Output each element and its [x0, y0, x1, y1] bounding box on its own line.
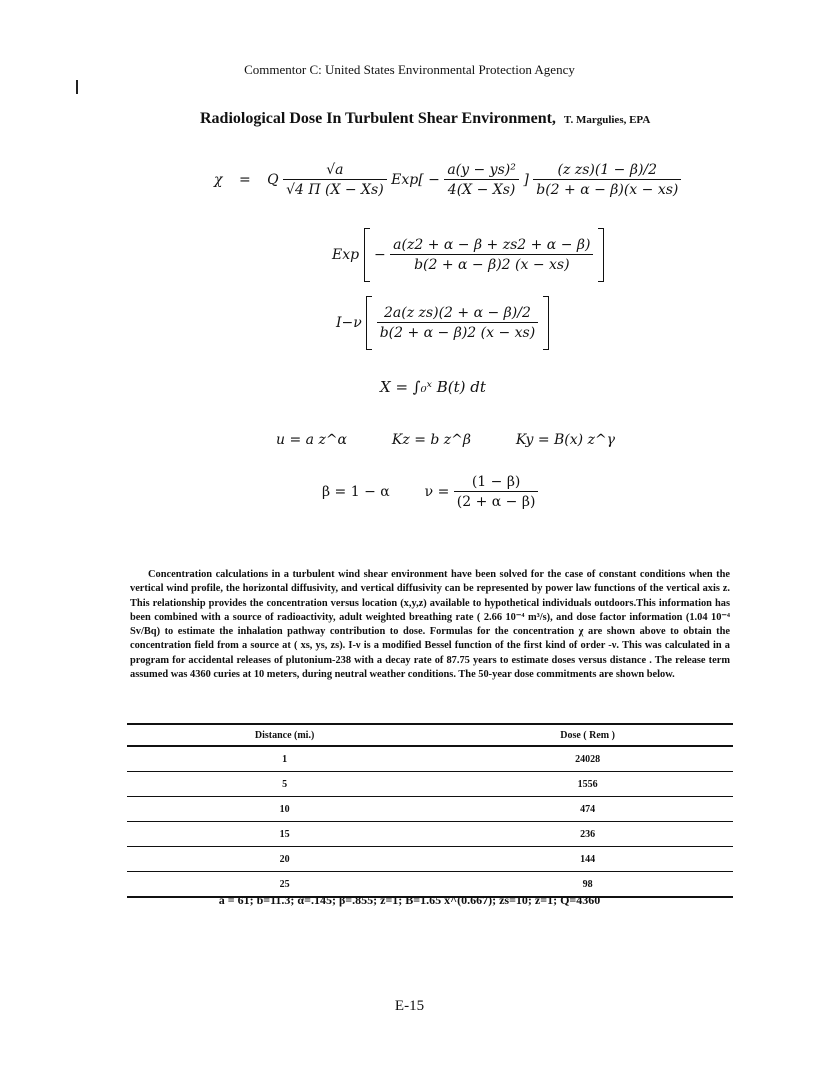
eq6-den: (2 + α − β): [456, 494, 536, 510]
eq3-num: 2a(z zs)(2 + α − β)/2: [377, 305, 539, 323]
scan-mark: [76, 80, 78, 94]
eq1-frac2: [444, 162, 519, 198]
eq3-i: I−ν: [336, 315, 362, 331]
equation-power-laws: [276, 432, 615, 448]
author: T. Margulies, EPA: [563, 114, 651, 126]
title-text: Radiological Dose In Turbulent Shear Environment,: [200, 110, 556, 127]
col-distance: Distance (mi.): [127, 724, 442, 746]
dose-cell: 1556: [442, 772, 733, 797]
eq2-den: b(2 + α − β)2 (x − xs): [414, 257, 570, 273]
col-dose: Dose ( Rem ): [442, 724, 733, 746]
eq3-frac: [377, 305, 539, 341]
eq6-beta: β = 1 − α: [322, 484, 390, 500]
paragraph-text: Concentration calculations in a turbulent wind shear environment have been solved for the case of constant conditions when the vertical wind profile, the horizontal diffusivity, and vertical diffusivity can be represented by power law functions of the vertical axis z. This relationship provides the concentration versus location (x,y,z) available to hypothetical individuals outdoors.This information has been combined with a source of radioactivity, adult weighted breathing rate ( 2.66 10⁻⁴ m³/s), and dose factor information (1.04 10⁻⁴ Sv/Bq) to estimate the inhalation pathway contribution to dose. Formulas for the concentration χ are shown above to obtain the concentration field from a source at ( xs, ys, zs). I-ν is a modified Bessel function of the first kind of order -ν. This was calculated in a program for accidental releases of plutonium-238 with a decay rate of 87.75 years to estimate doses versus distance . The release term assumed was 4360 curies at 10 meters, during neutral weather conditions. The 50-year dose commitments are shown below.: [130, 569, 730, 681]
left-bracket: [364, 228, 370, 282]
eq2-exp: Exp: [332, 247, 360, 263]
eq1-close: ]: [523, 172, 529, 188]
right-bracket: [598, 228, 604, 282]
eq5-u: u = a z^α: [276, 432, 348, 448]
dose-cell: 474: [442, 797, 733, 822]
equation-exp: Exp − $\frac{a(z2 + \alpha - \beta + zs2 + \alpha - \beta)}{b(2 + \alpha - \beta)2 (x - xs)}$: [332, 228, 604, 282]
right-bracket: [543, 296, 549, 350]
distance-cell: 5: [127, 772, 442, 797]
dose-cell: 24028: [442, 746, 733, 772]
parameter-list: a = 61; b=11.3; α=.145; β=.855; z=1; B=1.65 x^(0.667); zs=10; z=1; Q=4360: [218, 893, 601, 907]
distance-cell: 25: [127, 872, 442, 898]
eq1-equals: =: [238, 172, 251, 188]
eq1-frac1: [283, 162, 387, 198]
dose-cell: 144: [442, 847, 733, 872]
distance-cell: 10: [127, 797, 442, 822]
table-header-row: [127, 724, 733, 746]
body-paragraph: [130, 568, 730, 682]
eq5-ky: Ky = B(x) z^γ: [515, 432, 616, 448]
distance-cell: 20: [127, 847, 442, 872]
eq1-frac3-den: b(2 + α − β)(x − xs): [536, 182, 679, 198]
equation-chi: [214, 162, 681, 198]
document-title: [200, 110, 650, 128]
table-row: [127, 847, 733, 872]
eq1-exp: Exp[ −: [391, 172, 440, 188]
table-row: [127, 746, 733, 772]
eq6-nu: ν =: [424, 484, 450, 500]
equation-integral: X = ∫₀ˣ B(t) dt: [380, 378, 486, 396]
eq5-kz: Kz = b z^β: [391, 432, 471, 448]
eq1-q: Q: [267, 172, 279, 188]
eq1-frac3-num: (z zs)(1 − β)/2: [533, 162, 681, 180]
eq6-frac: [454, 474, 539, 510]
equation-bessel: [336, 296, 549, 350]
eq2-frac: [390, 237, 593, 273]
table-row: [127, 797, 733, 822]
eq1-frac2-den: 4(X − Xs): [447, 182, 516, 198]
table-row: [127, 822, 733, 847]
page-header: Commentor C: United States Environmental Protection Agency: [244, 62, 575, 77]
eq1-frac1-num: √a: [283, 162, 387, 180]
eq3-den: b(2 + α − β)2 (x − xs): [379, 325, 536, 341]
distance-cell: 15: [127, 822, 442, 847]
eq2-num: a(z2 + α − β + zs2 + α − β): [390, 237, 593, 255]
dose-cell: 236: [442, 822, 733, 847]
eq1-frac3: [533, 162, 681, 198]
eq1-lhs: χ: [214, 172, 223, 188]
eq1-frac1-den: √4 Π (X − Xs): [286, 182, 384, 198]
dose-table: [127, 723, 733, 898]
equation-beta-nu: [322, 474, 538, 510]
dose-cell: 98: [442, 872, 733, 898]
distance-cell: 1: [127, 746, 442, 772]
eq1-frac2-num: a(y − ys)²: [444, 162, 519, 180]
page-number: E-15: [394, 998, 425, 1014]
left-bracket: [366, 296, 372, 350]
table-row: [127, 772, 733, 797]
eq6-num: (1 − β): [454, 474, 539, 492]
